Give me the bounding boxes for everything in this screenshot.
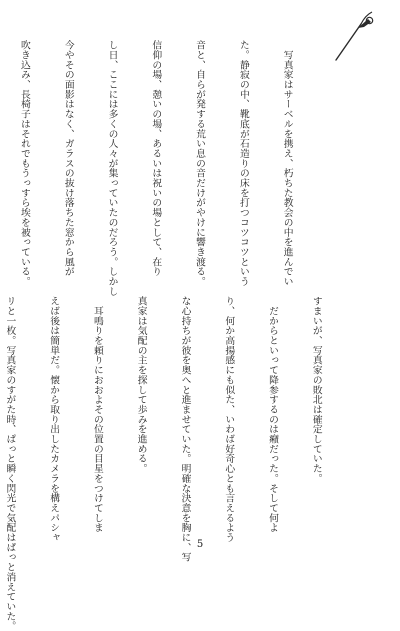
text-column: 音と、自らが発する荒い息の音だけがやけに響き渡る。 (194, 40, 206, 287)
text-column: な心持ちが彼を奥へと進ませていた。明確な決意を胸に、写 (179, 296, 191, 562)
text-column: 耳鳴りを頼りにおおよその位置の目星をつけてしま (91, 296, 103, 533)
text-column: 信仰の場、憩いの場、あるいは祝いの場として、在り (150, 40, 162, 277)
text-column: 真家は気配の主を探して歩みを進める。 (135, 296, 147, 474)
text-column: リと一枚。写真家のすがた時、ぱっと瞬く閃光で気配はぱっと消えていた。 (4, 296, 16, 631)
text-column: すまいが、写真家の敗北は確定していた。 (310, 296, 322, 484)
text-column: た。静寂の中、靴底が石造りの床を打つコツコツという (237, 40, 249, 287)
text-column: えば後は簡単だ。懐から取り出したカメラを構えパシャ (48, 296, 60, 543)
lower-text-block (0, 296, 352, 631)
text-column: 写真家はサーベルを携え、朽ちた教会の中を進んでい (281, 40, 293, 287)
text-column: し日、ここには多くの人々が集っていたのだろう。しかし (106, 40, 118, 297)
text-column: り、何か高揚感にも似た、いわば好奇心とも言えるよう (223, 296, 235, 543)
text-column: 今やその面影はなく、ガラスの抜け落ちた窓から風が (62, 40, 74, 277)
text-column: 吹き込み、長椅子はそれでもうっすら埃を被っている。 (18, 40, 30, 287)
text-column: だからといって降参するのは癪だった。そして何よ (267, 296, 279, 533)
page-number: 5 (196, 539, 204, 550)
upper-text-block (0, 40, 352, 297)
